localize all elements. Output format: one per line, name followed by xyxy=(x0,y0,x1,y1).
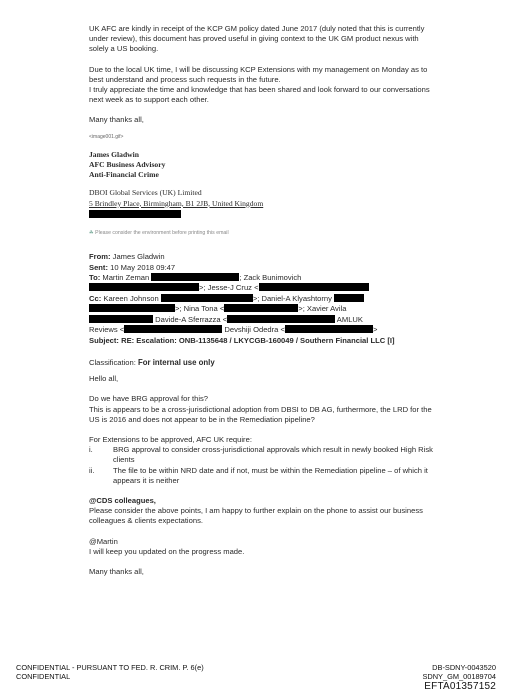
cc-recipient-7: Reviews < xyxy=(89,325,125,335)
cds-paragraph xyxy=(89,496,434,527)
list-item-text: The file to be within NRD date and if not, must be within the Remediation pipeline – of which it appears it is neither xyxy=(113,465,428,485)
footer-right-line2: SDNY_GM_00189704 xyxy=(422,672,496,681)
signature-company: DBOI Global Services (UK) Limited xyxy=(89,188,202,198)
questions-paragraph xyxy=(89,394,434,425)
list-item-number: i. xyxy=(89,445,93,455)
list-item xyxy=(89,445,434,465)
forwarded-header xyxy=(89,252,434,346)
signature-image-placeholder: <image001.gif> xyxy=(89,133,124,140)
list-item xyxy=(89,466,434,486)
footer-left-line2: CONFIDENTIAL xyxy=(16,672,71,681)
cc-recipient-4: >; Xavier Avila xyxy=(298,304,347,314)
body-paragraph-extensions xyxy=(89,65,434,106)
list-item-number: ii. xyxy=(89,465,95,475)
to-recipient-3: >; Jesse-J Cruz < xyxy=(199,283,259,293)
cds-text: Please consider the above points, I am happy to further explain on the phone to assist our business colleagues & clients expectations. xyxy=(89,506,423,526)
cc-recipient-3: >; Nina Tona < xyxy=(175,304,225,314)
requirements-paragraph xyxy=(89,435,434,486)
signature-name: James Gladwin xyxy=(89,149,139,159)
body-paragraph-policy: UK AFC are kindly in receipt of the KCP GM policy dated June 2017 (duly noted that this is currently under review), this document has proved useful in giving context to the UK GM product nexus with solely a US booking. xyxy=(89,24,425,54)
cc-recipient-9: > xyxy=(372,325,378,335)
to-recipient-1: Martin Zeman xyxy=(102,273,150,283)
list-item-text: BRG approval to consider cross-jurisdictional approvals which result in newly booked High Risk clients xyxy=(113,445,433,465)
subject-label: Subject: xyxy=(89,335,119,345)
footer-confidential xyxy=(16,663,204,681)
to-label: To: xyxy=(89,273,101,283)
classification-label: Classification: xyxy=(89,357,136,367)
leaf-icon: ☘ xyxy=(89,230,94,237)
cc-recipient-5: Davide-A Sferrazza < xyxy=(155,314,228,324)
cc-recipient-6: AMLUK xyxy=(336,314,363,324)
question-brg: Do we have BRG approval for this? xyxy=(89,394,209,404)
signature-block xyxy=(89,150,434,220)
cc-recipient-2: >; Daniel-A Klyashtorny xyxy=(252,293,332,303)
footer-left-line1: CONFIDENTIAL - PURSUANT TO FED. R. CRIM. P. 6(e) xyxy=(16,663,204,672)
martin-paragraph xyxy=(89,537,434,557)
cc-recipient-8: Devshiji Odedra < xyxy=(224,325,285,335)
requirements-intro: For Extensions to be approved, AFC UK require: xyxy=(89,434,252,444)
signature-title1: AFC Business Advisory xyxy=(89,160,166,170)
greeting: Hello all, xyxy=(89,374,119,384)
to-recipient-2: ; Zack Bunimovich xyxy=(239,273,302,283)
sent-label: Sent: xyxy=(89,262,108,272)
classification-line xyxy=(89,358,434,368)
from-value: James Gladwin xyxy=(112,252,165,262)
subject-value: RE: Escalation: ONB-1135648 / LKYCGB-160049 / Southern Financial LLC [I] xyxy=(121,335,395,345)
email-document xyxy=(89,24,434,577)
sent-value: 10 May 2018 09:47 xyxy=(110,262,176,272)
footer-right-line3: EFTA01357152 xyxy=(424,681,496,692)
from-label: From: xyxy=(89,252,111,262)
question-jurisdiction: This is appears to be a cross-jurisdictional adoption from DBSI to DB AG, furthermore, the LRD for the US is 2016 and does not appear to be in the Remediation pipeline? xyxy=(89,404,432,424)
sign-off-2: Many thanks all, xyxy=(89,566,144,576)
environment-notice-text: Please consider the environment before printing this email xyxy=(95,230,229,237)
cc-recipient-1: Kareen Johnson xyxy=(103,293,159,303)
body-paragraph-extensions-line1: Due to the local UK time, I will be discussing KCP Extensions with my management on Monday as to best understand and process such requests in the future. xyxy=(89,64,428,84)
signature-address: 5 Brindley Place, Birmingham, B1 2JB, United Kingdom xyxy=(89,198,264,208)
martin-heading: @Martin xyxy=(89,536,118,546)
footer-bates xyxy=(422,663,496,693)
classification-value: For internal use only xyxy=(137,357,215,367)
footer-right-line1: DB-SDNY-0043520 xyxy=(432,663,496,672)
body-paragraph-extensions-line2: I truly appreciate the time and knowledge that has been shared and look forward to our conversations next week as to support each other. xyxy=(89,85,430,105)
signature-redaction xyxy=(89,210,434,220)
signature-title2: Anti-Financial Crime xyxy=(89,170,159,180)
martin-text: I will keep you updated on the progress made. xyxy=(89,546,245,556)
sign-off: Many thanks all, xyxy=(89,115,144,125)
cc-label: Cc: xyxy=(89,293,102,303)
cds-heading: @CDS colleagues, xyxy=(89,495,156,505)
environment-notice xyxy=(89,228,434,238)
